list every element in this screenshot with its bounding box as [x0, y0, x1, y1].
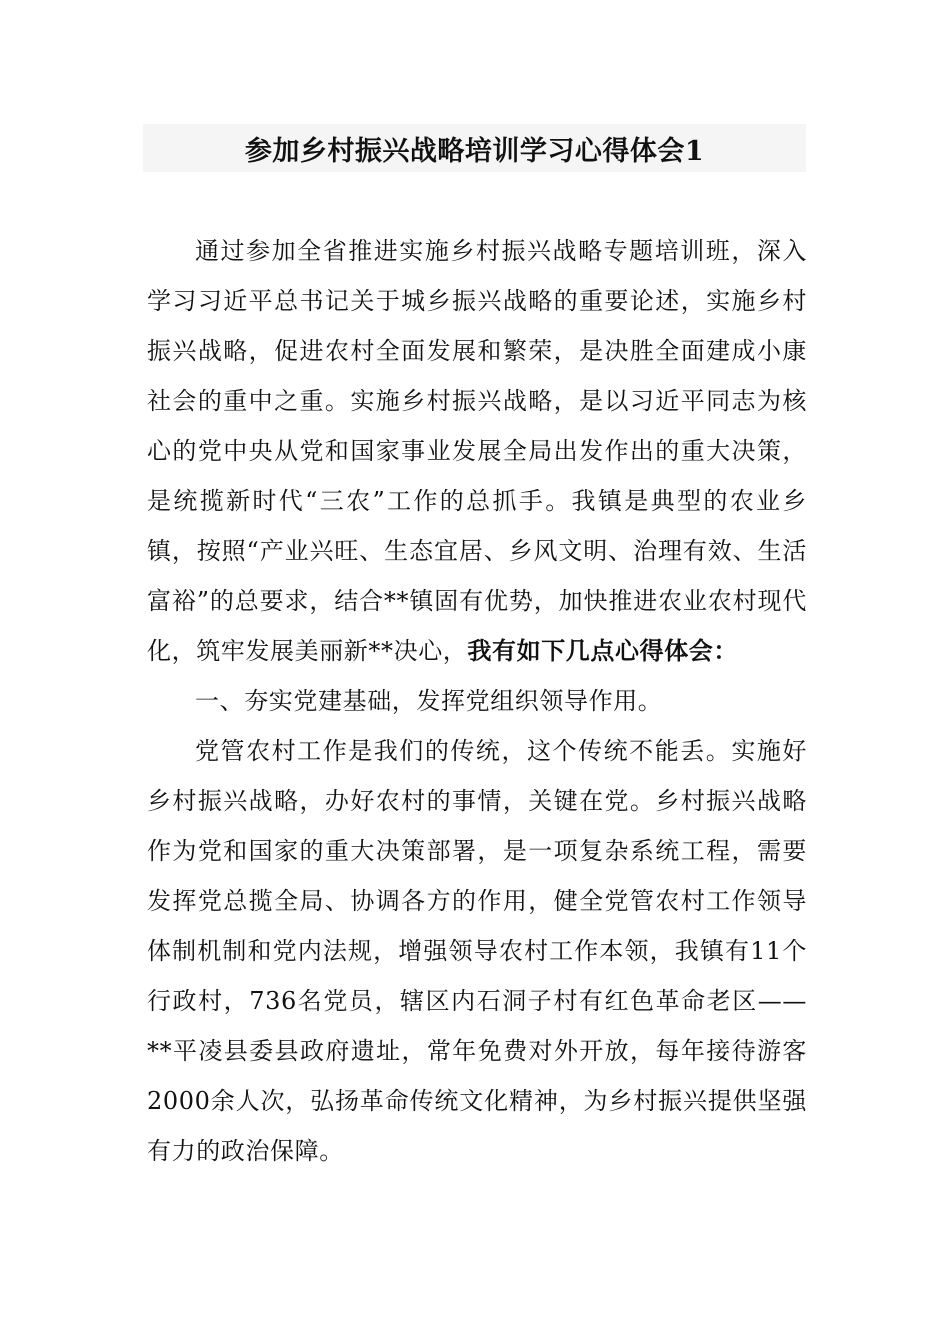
intro-paragraph	[147, 226, 807, 676]
intro-text: 通过参加全省推进实施乡村振兴战略专题培训班，深入学习习近平总书记关于城乡振兴战略的重要论述，实施乡村振兴战略，促进农村全面发展和繁荣，是决胜全面建成小康社会的重中之重。实施乡村振兴战略，是以习近平同志为核心的党中央从党和国家事业发展全局出发作出的重大决策，是统揽新时代“三农”工作的总抓手。我镇是典型的农业乡镇，按照“产业兴旺、生态宜居、乡风文明、治理有效、生活富裕”的总要求，结合**镇固有优势，加快推进农业农村现代化，筑牢发展美丽新**决心，	[147, 237, 807, 665]
document-title: 参加乡村振兴战略培训学习心得体会1	[244, 135, 705, 167]
intro-emphasis: 我有如下几点心得体会：	[467, 637, 739, 665]
section-1-body: 党管农村工作是我们的传统，这个传统不能丢。实施好乡村振兴战略，办好农村的事情，关键在党。乡村振兴战略作为党和国家的重大决策部署，是一项复杂系统工程，需要发挥党总揽全局、协调各方的作用，健全党管农村工作领导体制机制和党内法规，增强领导农村工作本领，我镇有11个行政村，736名党员，辖区内石洞子村有红色革命老区——**平凌县委县政府遗址，常年免费对外开放，每年接待游客2000余人次，弘扬革命传统文化精神，为乡村振兴提供坚强有力的政治保障。	[147, 737, 807, 1165]
title-bar	[143, 124, 806, 172]
document-body	[147, 226, 807, 1176]
section-1-heading: 一、夯实党建基础，发挥党组织领导作用。	[195, 687, 663, 715]
